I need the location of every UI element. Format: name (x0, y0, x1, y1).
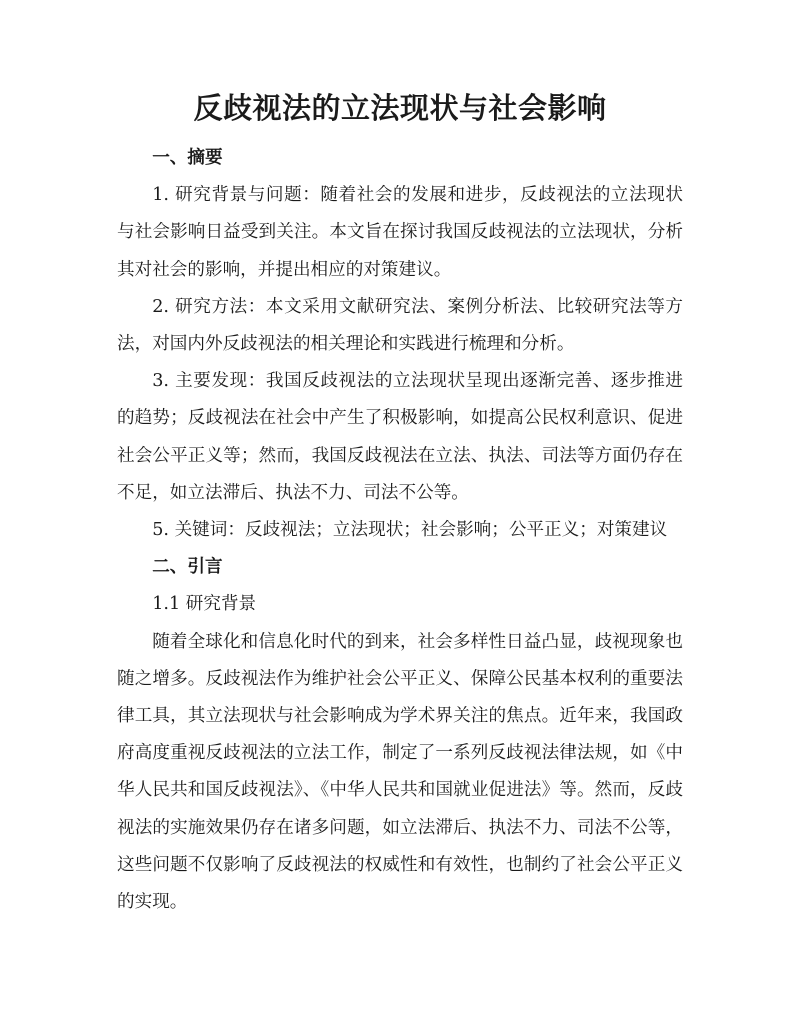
abstract-paragraph-methods: 2. 研究方法：本文采用文献研究法、案例分析法、比较研究法等方法，对国内外反歧视法的相关理论和实践进行梳理和分析。 (117, 296, 683, 355)
introduction-paragraph: 随着全球化和信息化时代的到来，社会多样性日益凸显，歧视现象也随之增多。反歧视法作为维护社会公平正义、保障公民基本权利的重要法律工具，其立法现状与社会影响成为学术界关注的焦点。近年来，我国政府高度重视反歧视法的立法工作，制定了一系列反歧视法律法规，如《中华人民共和国反歧视法》、《中华人民共和国就业促进法》等。然而，反歧视法的实施效果仍存在诸多问题，如立法滞后、执法不力、司法不公等，这些问题不仅影响了反歧视法的权威性和有效性，也制约了社会公平正义的实现。 (117, 631, 683, 913)
abstract-paragraph-findings: 3. 主要发现：我国反歧视法的立法现状呈现出逐渐完善、逐步推进的趋势；反歧视法在社会中产生了积极影响，如提高公民权利意识、促进社会公平正义等；然而，我国反歧视法在立法、执法、司法等方面仍存在不足，如立法滞后、执法不力、司法不公等。 (117, 371, 683, 503)
abstract-paragraph-background: 1. 研究背景与问题：随着社会的发展和进步，反歧视法的立法现状与社会影响日益受到关注。本文旨在探讨我国反歧视法的立法现状，分析其对社会的影响，并提出相应的对策建议。 (117, 185, 683, 280)
section-heading-introduction: 二、引言 (152, 557, 223, 578)
section-heading-abstract: 一、摘要 (152, 148, 223, 168)
document-body (117, 140, 683, 921)
abstract-paragraph-keywords: 5. 关键词：反歧视法；立法现状；社会影响；公平正义；对策建议 (152, 520, 668, 541)
document-title: 反歧视法的立法现状与社会影响 (193, 91, 607, 125)
subsection-heading-background: 1.1 研究背景 (152, 594, 257, 615)
